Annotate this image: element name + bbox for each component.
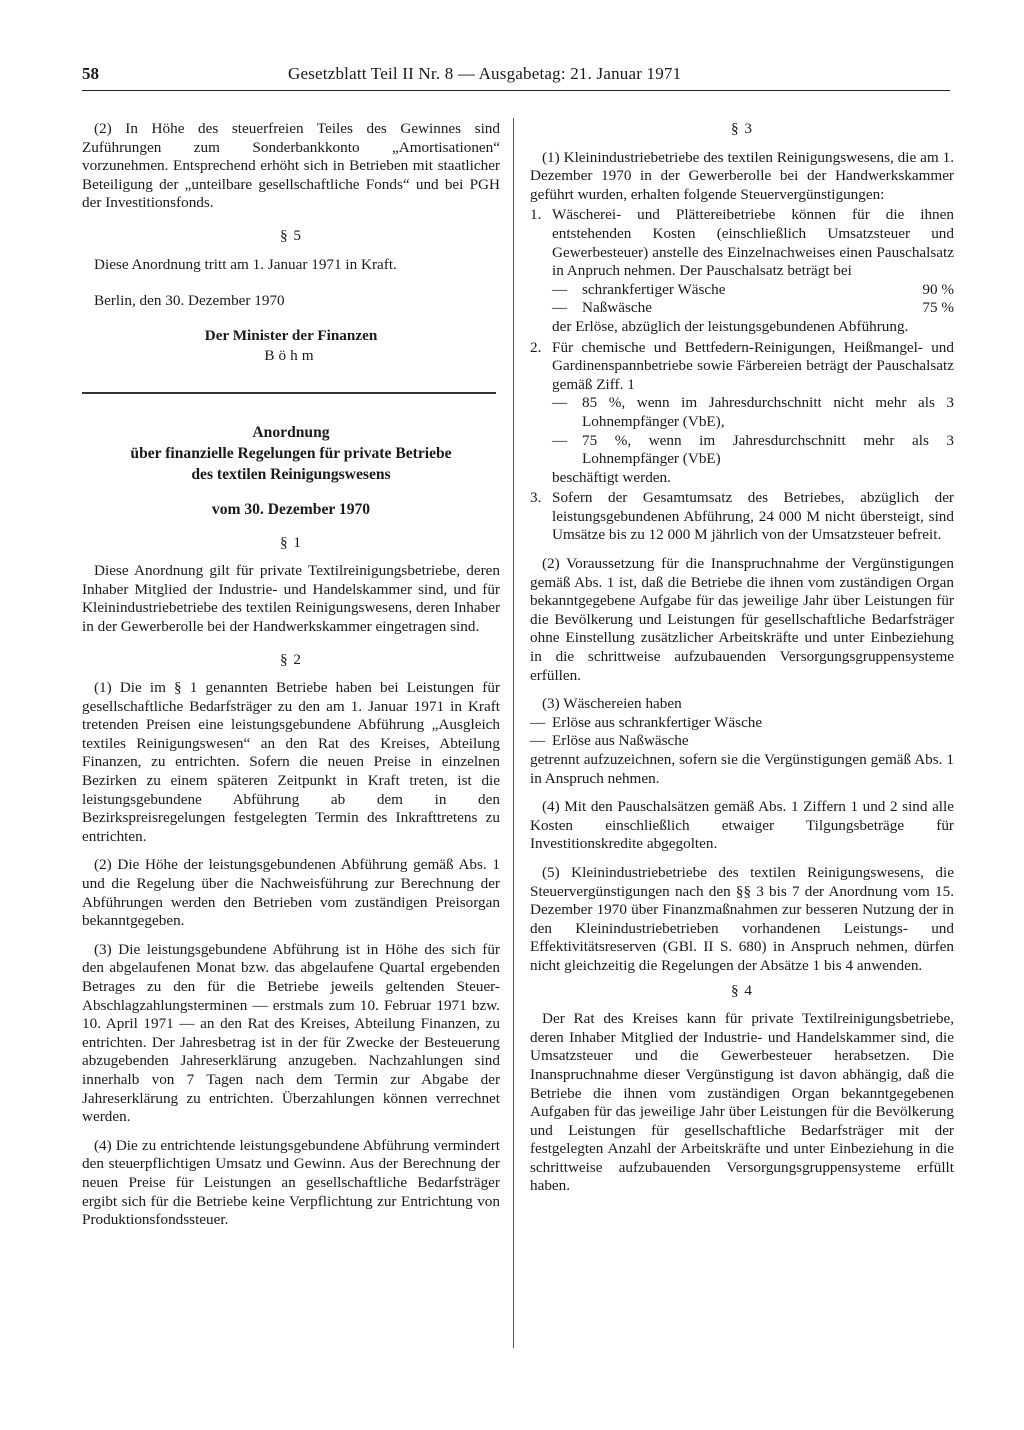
list-item-tail: der Erlöse, abzüglich der leistungsgebundenen Abführung.: [552, 317, 909, 335]
list-item-text: Für chemische und Bettfedern-Reinigungen, Heißmangel- und Gardinenspannbetriebe sowie Färbereien beträgt der Pauschalsatz gemäß Ziff. 1: [552, 338, 954, 393]
list-item-number: 3.: [530, 489, 542, 507]
rate-text: 75 %, wenn im Jahresdurchschnitt mehr als 3 Lohnempfänger (VbE): [582, 431, 954, 468]
section-3-paragraph-3-intro: (3) Wäschereien haben: [542, 695, 682, 713]
section-2-paragraph-4: (4) Die zu entrichtende leistungsgebundene Abführung vermindert den steuerpflichtigen Umsatz und Gewinn. Aus der Berechnung der neuen Preise für Leistungen an gesellschaftliche Bedarfsträger ergibt sich für die Betriebe keine Verpflichtung zur Entrichtung von Produktionsfondssteuer.: [82, 1136, 500, 1229]
section-3-heading: § 3: [731, 120, 753, 137]
record-item-text: Erlöse aus Naßwäsche: [552, 732, 689, 750]
dash-marker: —: [530, 713, 546, 731]
section-1-heading: § 1: [280, 533, 302, 551]
document-title-line-1: Anordnung: [252, 423, 330, 441]
list-item-tail: beschäftigt werden.: [552, 468, 671, 486]
section-1-text: Diese Anordnung gilt für private Textilreinigungsbetriebe, deren Inhaber Mitglied der Industrie- und Handelskammer sind, und für Kleinindustriebetriebe des textilen Reinigungswesens, deren Inhaber in der Gewerberolle bei der Handwerkskammer eingetragen sind.: [82, 562, 500, 635]
minister-title: Der Minister der Finanzen: [204, 326, 378, 344]
rate-value: 90 %: [922, 280, 954, 298]
column-divider: [513, 118, 514, 1348]
dash-marker: —: [552, 394, 568, 412]
rate-row: [552, 299, 954, 318]
list-item-number: 2.: [530, 338, 542, 356]
rate-label: Naßwäsche: [582, 299, 652, 317]
document-date: vom 30. Dezember 1970: [211, 500, 371, 518]
section-3-paragraph-4: (4) Mit den Pauschalsätzen gemäß Abs. 1 Ziffern 1 und 2 sind alle Kosten einschließlich etwaiger Tilgungsbeträge für Investitionskredite abgegolten.: [530, 798, 954, 853]
record-item: [530, 732, 954, 751]
signer-name: Böhm: [264, 347, 318, 365]
page-number: 58: [82, 64, 99, 83]
list-item-number: 1.: [530, 206, 542, 224]
list-item-text: Wäscherei- und Plättereibetriebe können für die ihnen entstehenden Kosten (einschließlich Umsatzsteuer und Gewerbesteuer) anstelle des Einzelnachweises einen Pauschalsatz in Anpruch nehmen. Der Pauschalsatz beträgt bei: [552, 206, 954, 280]
rate-row: [552, 394, 954, 431]
section-4-text: Der Rat des Kreises kann für private Textilreinigungsbetriebe, deren Inhaber Mitglied der Industrie- und Handelskammer sind, die Umsatzsteuer und die Gewerbesteuer herabsetzen. Die Inanspruchnahme dieser Vergünstigung ist davon abhängig, daß die Betriebe die ihnen vom zuständigen Organ bekanntgegebenen Aufgaben für das jeweilige Jahr über Leistungen für die Bevölkerung und Leistungen für gesellschaftliche Bedarfsträger mit der festgelegten Anzahl der Arbeitskräfte und unter Einbeziehung in die schrittweise aufzubauenden Versorgungsgruppensysteme erfüllt haben.: [530, 1010, 954, 1195]
section-2-paragraph-3: (3) Die leistungsgebundene Abführung ist in Höhe des sich für den abgelaufenen Monat bzw. das abgelaufene Quartal ergebenden Betrages zu den für die Betriebe jeweils geltenden Steuer-Abschlagzahlungsterminen — erstmals zum 10. Februar 1971 bzw. 10. April 1971 — an den Rat des Kreises, Abteilung Finanzen, zu entrichten. Der Jahresbetrag ist in der für Zwecke der Besteuerung abzugebenden Jahreserklärung anzugeben. Nachzahlungen sind innerhalb von 7 Tagen nach dem Termin zur Abgabe der Jahreserklärung zu entrichten. Überzahlungen können verrechnet werden.: [82, 940, 500, 1126]
rate-value: 75 %: [922, 299, 954, 317]
section-4-heading: § 4: [731, 981, 753, 999]
section-2-paragraph-1: (1) Die im § 1 genannten Betriebe haben bei Leistungen für gesellschaftliche Bedarfsträger zu den am 1. Januar 1971 in Kraft tretenden Preisen eine leistungsgebundene Abführung „Ausgleich textiles Reinigungswesen“ an den Rat des Kreises, Abteilung Finanzen, zu entrichten. Sofern die neuen Preise in einzelnen Bezirken zu einem späteren Zeitpunkt in Kraft treten, ist die leistungsgebundene Abführung ab dem in den Bezirkspreisregelungen festgelegten Termin des Inkrafttretens zu entrichten.: [82, 679, 500, 845]
section-3-paragraph-1-intro: (1) Kleinindustriebetriebe des textilen Reinigungswesens, die am 1. Dezember 1970 in der Gewerberolle bei der Handwerkskammer geführt wurden, erhalten folgende Steuervergünstigungen:: [530, 148, 954, 203]
list-item-text: Sofern der Gesamtumsatz des Betriebes, abzüglich der leistungsgebundenen Abführung, 24 000 M nicht übersteigt, sind Umsätze bis zu 12 000 M jährlich von der Umsatzsteuer befreit.: [552, 489, 954, 544]
dash-marker: —: [552, 280, 568, 298]
rate-text: 85 %, wenn im Jahresdurchschnitt nicht mehr als 3 Lohnempfänger (VbE),: [582, 394, 954, 430]
dash-marker: —: [552, 299, 568, 317]
previous-paragraph-2: (2) In Höhe des steuerfreien Teiles des Gewinnes sind Zuführungen zum Sonderbankkonto „Amortisationen“ vorzunehmen. Entsprechend erhöht sich in Betrieben mit staatlicher Beteiligung der „unteilbare gesellschaftliche Fonds“ und bei PGH der Investitionsfonds.: [82, 120, 500, 212]
rate-row: [552, 281, 954, 300]
document-title-line-3: des textilen Reinigungswesens: [191, 465, 391, 483]
record-item-text: Erlöse aus schrankfertiger Wäsche: [552, 713, 763, 731]
section-5-heading: § 5: [280, 226, 302, 244]
document-title-line-2: über finanzielle Regelungen für private Betriebe: [130, 444, 452, 462]
rate-label: schrankfertiger Wäsche: [582, 280, 726, 298]
dash-marker: —: [530, 732, 546, 750]
record-item: [530, 714, 954, 733]
right-column: [530, 120, 954, 1196]
signature-block: [82, 327, 500, 366]
section-2-paragraph-2: (2) Die Höhe der leistungsgebundenen Abführung gemäß Abs. 1 und die Regelung über die Nachweisführung zur Berechnung der Abführungen werden den Betrieben vom zuständigen Preisorgan bekanntgegeben.: [82, 856, 500, 930]
section-3-paragraph-3-tail: getrennt aufzuzeichnen, sofern sie die Vergünstigungen gemäß Abs. 1 in Anspruch nehmen.: [530, 751, 954, 787]
section-3-paragraph-2: (2) Voraussetzung für die Inanspruchnahme der Vergünstigungen gemäß Abs. 1 ist, daß die Betriebe die ihnen vom zuständigen Organ bekanntgegebene Aufgabe für das jeweilige Jahr über Leistungen für die Bevölkerung und Leistungen für gesellschaftliche Bedarfsträger ohne Einstellung zusätzlicher Arbeitskräfte und unter Einbeziehung in die schrittweise aufzubauenden Versorgungsgruppensysteme erfüllen.: [530, 555, 954, 684]
list-item-3: [530, 489, 954, 545]
list-item-1: [530, 206, 954, 336]
section-5-text: Diese Anordnung tritt am 1. Januar 1971 in Kraft.: [94, 255, 397, 273]
place-date: Berlin, den 30. Dezember 1970: [94, 292, 285, 310]
document-divider: [82, 392, 496, 394]
left-column: [82, 120, 500, 1230]
header-title: Gesetzblatt Teil II Nr. 8 — Ausgabetag: 21. Januar 1971: [288, 64, 682, 83]
page-header: [82, 64, 950, 91]
section-2-heading: § 2: [280, 650, 302, 668]
rate-row: [552, 432, 954, 469]
dash-marker: —: [552, 431, 568, 449]
section-3-paragraph-5: (5) Kleinindustriebetriebe des textilen Reinigungswesens, die Steuervergünstigungen nach den §§ 3 bis 7 der Anordnung vom 15. Dezember 1970 über Finanzmaßnahmen zur besseren Nutzung der in den Kleinindustriebetrieben vorhandenen Leistungs- und Effektivitätsreserven (GBl. II S. 680) in Anspruch nehmen, dürfen nicht gleichzeitig die Regelungen der Absätze 1 bis 4 anwenden.: [530, 863, 954, 974]
list-item-2: [530, 339, 954, 488]
